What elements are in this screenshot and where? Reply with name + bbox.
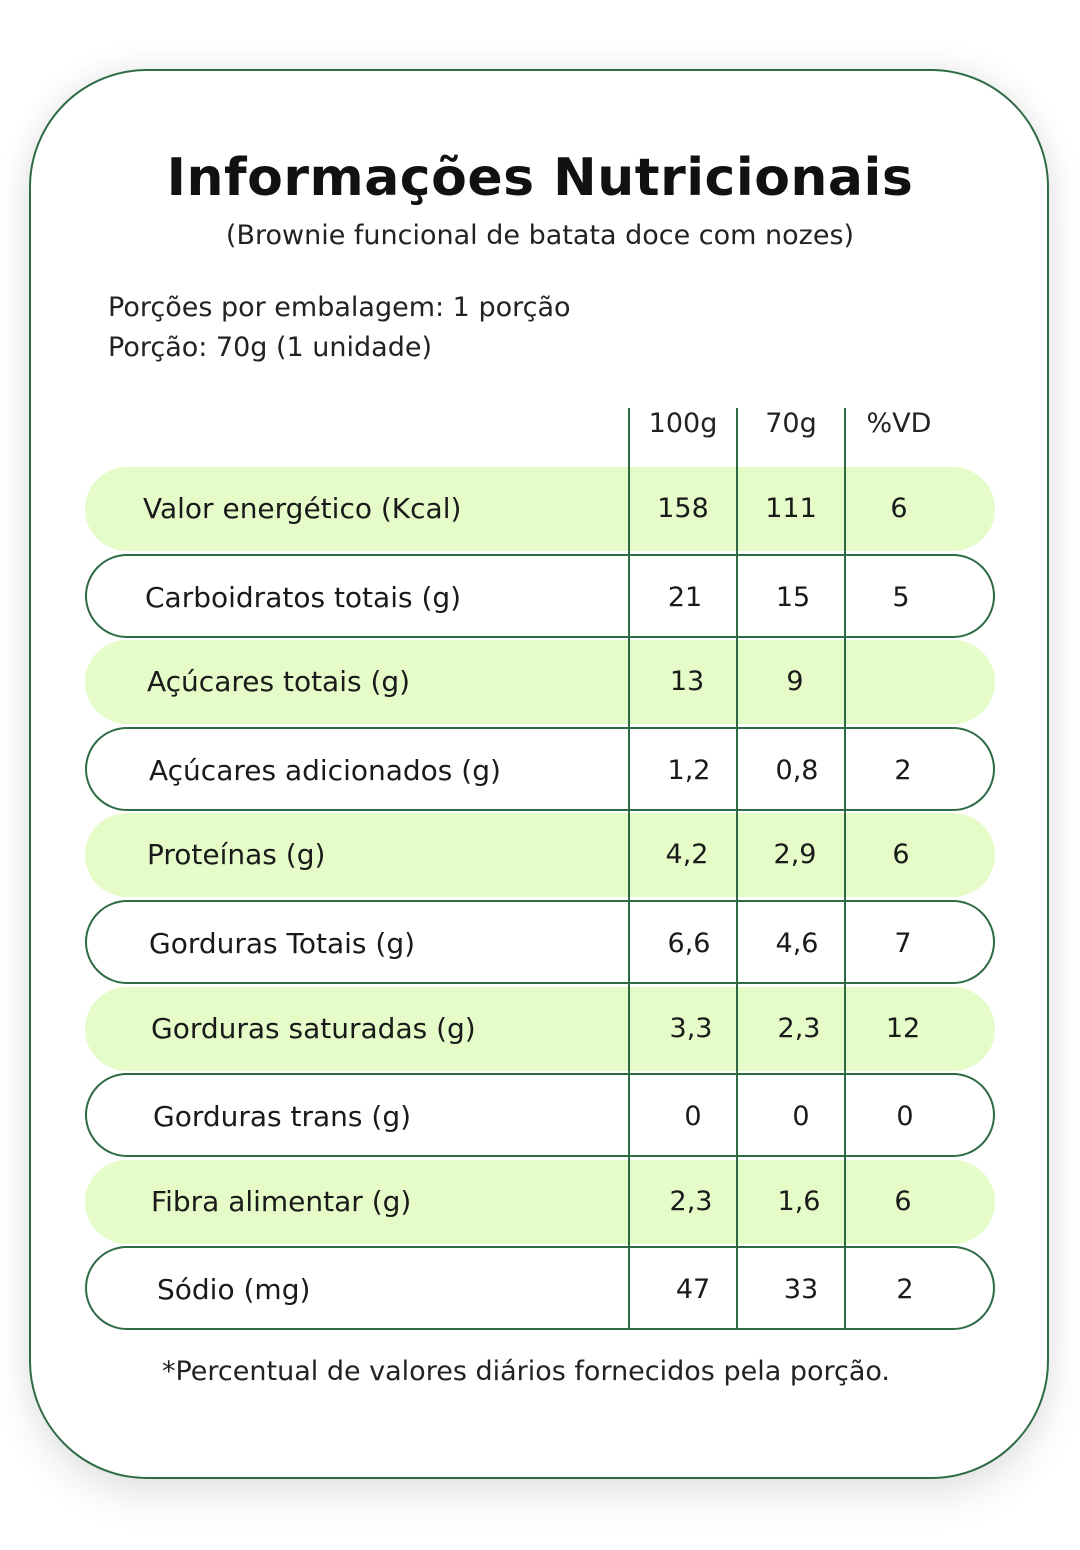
table-row	[85, 813, 995, 897]
value-vd: 6	[890, 493, 908, 524]
table-row	[85, 467, 995, 551]
value-70g: 2,3	[777, 1013, 821, 1044]
table-row	[85, 987, 995, 1071]
table-row	[85, 727, 995, 811]
value-70g: 111	[765, 493, 817, 524]
value-100g: 0	[684, 1101, 702, 1132]
value-100g: 47	[675, 1274, 711, 1305]
nutrient-label: Gorduras Totais (g)	[149, 927, 416, 960]
value-70g: 33	[783, 1274, 819, 1305]
nutrient-label: Sódio (mg)	[157, 1273, 311, 1306]
value-100g: 3,3	[669, 1013, 713, 1044]
column-header-70g: 70g	[765, 408, 817, 439]
column-divider	[628, 408, 630, 1330]
table-row	[85, 1160, 995, 1244]
value-100g: 13	[669, 666, 705, 697]
nutrient-label: Açúcares totais (g)	[147, 665, 411, 698]
value-100g: 2,3	[669, 1186, 713, 1217]
value-70g: 4,6	[775, 928, 819, 959]
portion-size: Porção: 70g (1 unidade)	[108, 332, 432, 363]
table-row	[85, 1073, 995, 1157]
nutrient-label: Gorduras saturadas (g)	[151, 1012, 476, 1045]
nutrient-label: Valor energético (Kcal)	[143, 492, 462, 525]
value-100g: 1,2	[667, 755, 711, 786]
nutrient-label: Fibra alimentar (g)	[151, 1185, 412, 1218]
value-100g: 6,6	[667, 928, 711, 959]
value-vd: 6	[892, 839, 910, 870]
value-vd: 2	[896, 1274, 914, 1305]
value-vd: 2	[894, 755, 912, 786]
value-vd: 7	[894, 928, 912, 959]
page-title: Informações Nutricionais	[166, 148, 914, 208]
table-row	[85, 900, 995, 984]
table-row	[85, 1246, 995, 1330]
value-100g: 158	[657, 493, 709, 524]
column-header-100g: 100g	[648, 408, 718, 439]
value-vd: 0	[896, 1101, 914, 1132]
column-divider	[736, 408, 738, 1330]
value-70g: 1,6	[777, 1186, 821, 1217]
nutrient-label: Açúcares adicionados (g)	[149, 754, 501, 787]
servings-per-package: Porções por embalagem: 1 porção	[108, 292, 571, 323]
value-vd: 5	[892, 582, 910, 613]
column-divider	[844, 408, 846, 1330]
value-vd	[847, 640, 955, 724]
value-70g: 2,9	[773, 839, 817, 870]
nutrient-label: Carboidratos totais (g)	[145, 581, 462, 614]
value-vd: 12	[885, 1013, 921, 1044]
table-row	[85, 554, 995, 638]
value-70g: 9	[786, 666, 804, 697]
table-row	[85, 640, 995, 724]
nutrient-label: Gorduras trans (g)	[153, 1100, 412, 1133]
value-70g: 0	[792, 1101, 810, 1132]
value-100g: 21	[667, 582, 703, 613]
value-70g: 0,8	[775, 755, 819, 786]
value-vd: 6	[894, 1186, 912, 1217]
product-subtitle: (Brownie funcional de batata doce com nozes)	[225, 220, 855, 251]
value-70g: 15	[775, 582, 811, 613]
column-header-vd: %VD	[866, 408, 932, 439]
nutrient-label: Proteínas (g)	[147, 838, 326, 871]
footnote: *Percentual de valores diários fornecidos pela porção.	[161, 1356, 891, 1387]
value-100g: 4,2	[665, 839, 709, 870]
